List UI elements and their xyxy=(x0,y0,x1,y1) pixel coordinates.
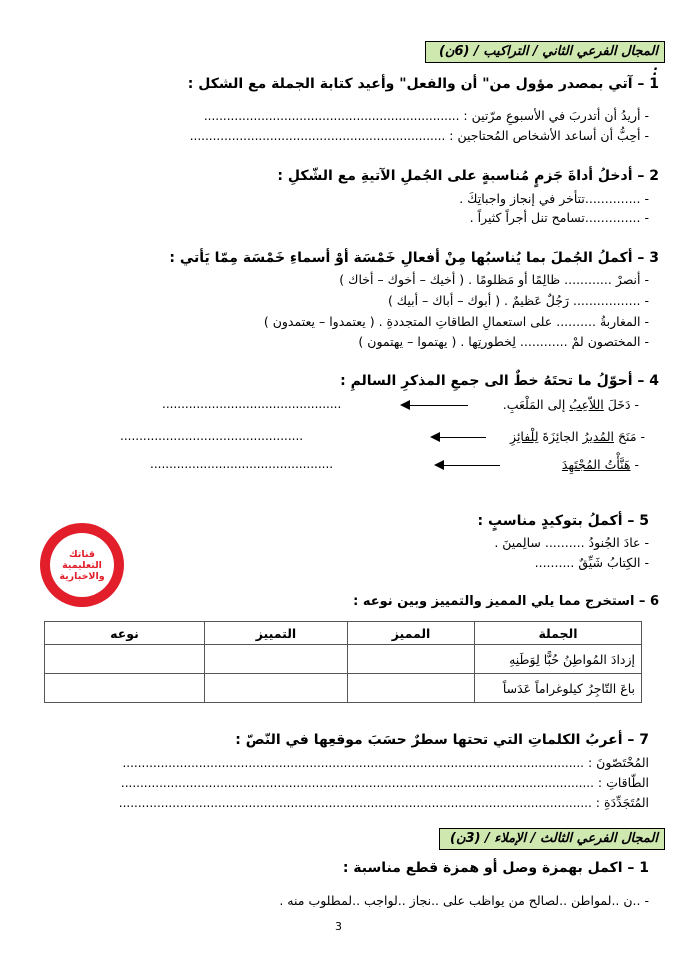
question-1-title: 1 – آتي بمصدر مؤول من" أن والفعل" وأعيد كتابة الجملة مع الشكل : xyxy=(187,76,659,92)
question-2-line-1: - ..............تتأخر في إنجاز واجباتِكَ . xyxy=(459,191,649,206)
question-2-line-2: - ..............تسامح تنل أجراً كثيراً . xyxy=(469,210,649,225)
arrow-icon xyxy=(436,465,500,466)
q4-l1-pre: - دَخَلَ xyxy=(603,397,639,412)
question-3-title: 3 – أكملُ الجُملَ بما يُناسبُها مِنْ أفعالِ خَمْسَة أوْ أسماءِ خَمْسَة مِمّا يَأتي : xyxy=(169,250,659,266)
question-1-line-1 xyxy=(204,108,649,123)
table-cell[interactable] xyxy=(348,674,475,703)
q4-l2-underlined: المُديرُ xyxy=(582,429,614,444)
table-row xyxy=(45,645,642,674)
answer-dots[interactable]: ............................................... xyxy=(162,397,342,411)
stamp-inner xyxy=(50,533,114,597)
column-header: المميز xyxy=(348,622,475,645)
column-header: التمييز xyxy=(205,622,348,645)
answer-dots[interactable]: ......................................................................................................................... xyxy=(122,756,584,770)
question-1-line-2 xyxy=(190,128,649,143)
q4-l2-pre: - مَنَحَ xyxy=(614,429,645,444)
question-7-line-1 xyxy=(122,755,649,770)
answer-dots[interactable]: ............................................................................................................................ xyxy=(118,796,592,810)
question-4-line-1 xyxy=(503,397,639,412)
answer-dots[interactable]: ................................................................... xyxy=(203,109,460,123)
question-5-title: 5 – أكملُ بتوكيدٍ مناسبٍ : xyxy=(477,513,649,529)
q4-l1-post: إلى المَلْعَبِ. xyxy=(502,397,570,412)
question-7-title: 7 – أعربُ الكلماتِ التي تحتها سطرٌ حسَبَ موقعِها في النّصّ : xyxy=(235,732,649,748)
answer-dots[interactable]: ................................................................... xyxy=(189,129,446,143)
table-cell: باعَ التّاجِرُ كيلوغراماً عَدَساً xyxy=(475,674,642,703)
answer-dots[interactable]: ................................................ xyxy=(120,429,304,443)
q4-l1-underlined: اللاّعِبُ xyxy=(569,397,604,412)
table-cell[interactable] xyxy=(45,645,205,674)
answer-dots[interactable]: ................................................ xyxy=(150,457,334,471)
stamp-line-1: قناتك xyxy=(68,548,96,560)
question-5-line-2: - الكِتابُ شَيِّقٌ .......... xyxy=(534,555,649,570)
channel-stamp-logo xyxy=(40,523,124,607)
column-header: نوعه xyxy=(45,622,205,645)
table-cell[interactable] xyxy=(205,645,348,674)
page-number: 3 xyxy=(335,920,342,933)
question-3-line-4: - المختصون لمْ ............ لِخطورتِها . ( يهتموا – يهتمون ) xyxy=(358,334,649,349)
column-header: الجملة xyxy=(475,622,642,645)
question-6-title: 6 – استخرج مما يلي المميز والتمييز وبين نوعه : xyxy=(353,594,659,609)
section-header-structures xyxy=(425,41,665,79)
table-cell[interactable] xyxy=(348,645,475,674)
question-2-title: 2 – أدخلُ أداةَ جَزمٍ مُناسبةٍ على الجُملِ الآتيةِ مع الشّكلِ : xyxy=(277,168,659,184)
question-4-line-2 xyxy=(510,429,645,444)
question-4-line-3 xyxy=(562,457,639,472)
specifier-table xyxy=(44,621,642,703)
spelling-question-title: 1 – اكمل بهمزة وصل أو همزة قطع مناسبة : xyxy=(342,860,649,876)
q7-word-3: المُتَجَدِّدَةِ : xyxy=(595,795,649,810)
question-7-line-3 xyxy=(119,795,649,810)
q7-word-2: الطّاقاتِ : xyxy=(597,775,649,790)
q4-l2-post: الجائِزَةَ xyxy=(538,429,583,444)
section-title: المجال الفرعي الثاني / التراكيب / (6ن) : xyxy=(438,44,658,79)
question-3-line-1: - أنصرْ ............ ظالِمًا أو مَظلومًا . ( أخيك – أخوك – أخاك ) xyxy=(339,272,649,287)
question-3-line-2: - ................. رَجُلٌ عَظيمٌ . ( أبوك – أباك – أبيك ) xyxy=(387,293,649,308)
table-cell[interactable] xyxy=(45,674,205,703)
table-header-row xyxy=(45,622,642,645)
question-3-line-3: - المغاربةُ .......... على استعمالِ الطاقاتِ المتجددةِ . ( يعتمدوا – يعتمدون ) xyxy=(263,314,649,329)
table-row xyxy=(45,674,642,703)
q1-line-2-text: - أحِبُّ أن أساعد الأشخاص المُحتاجين : xyxy=(449,128,649,143)
stamp-line-3: والاخبارية xyxy=(59,570,105,582)
section-header-spelling xyxy=(439,828,665,850)
arrow-icon xyxy=(402,405,468,406)
question-7-line-2 xyxy=(121,775,649,790)
q4-l2-underlined-2: لِلْفائِزِ xyxy=(510,429,539,444)
question-5-line-1: - عادَ الجُنودُ .......... سالِمينَ . xyxy=(494,535,649,550)
arrow-icon xyxy=(432,437,486,438)
question-4-title: 4 – أحوّلُ ما تحتَهُ خطٌ الى جمعِ المذكرِ السالمِ : xyxy=(340,373,659,389)
table-cell: إزدادَ المُواطِنُ حُبًّا لِوَطَنِهِ xyxy=(475,645,642,674)
section-title: المجال الفرعي الثالث / الإملاء / (3ن) xyxy=(450,831,658,846)
stamp-line-2: التعليمية xyxy=(62,559,102,571)
spelling-question-line: - ..ن ..لمواطن ..لصالح من يواظب على ..نجاز ..لواجب ..لمطلوب منه . xyxy=(279,893,649,908)
table-cell[interactable] xyxy=(205,674,348,703)
answer-dots[interactable]: ............................................................................................................................ xyxy=(120,776,594,790)
q7-word-1: المُخْتَصّونَ : xyxy=(587,755,649,770)
q1-line-1-text: - أريدُ أن أتدربَ في الأسبوعِ مرّتين : xyxy=(463,108,649,123)
q4-l3-underlined: هَنَّأْتُ المُجْتَهِدَ xyxy=(561,457,631,472)
q4-l3-pre: - xyxy=(630,457,639,472)
